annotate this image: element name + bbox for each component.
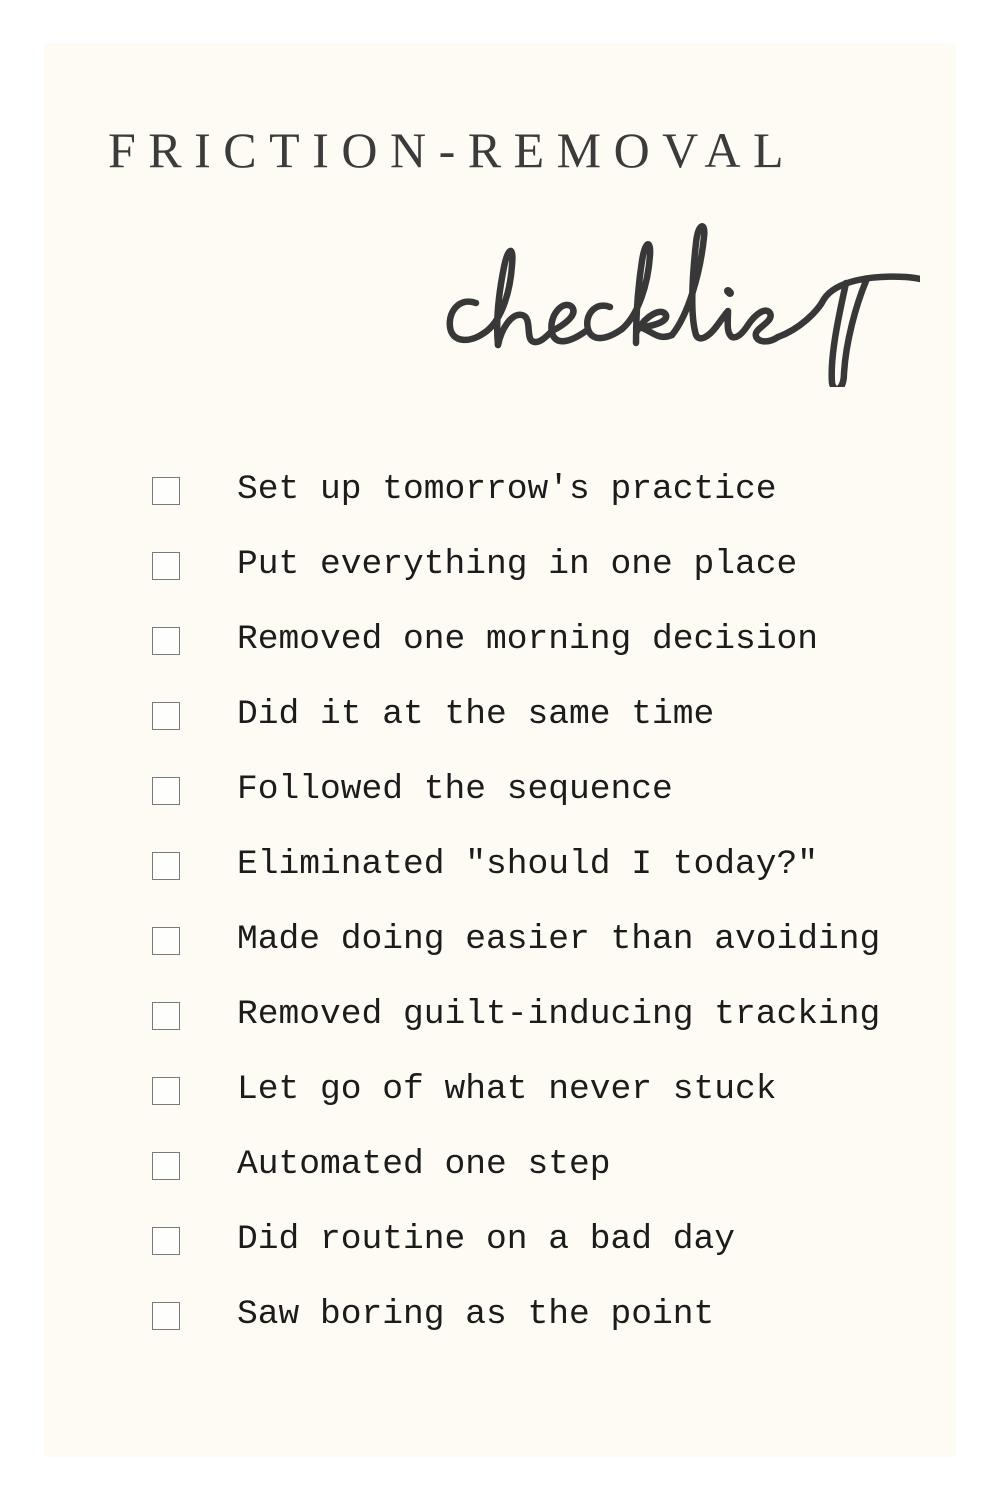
checklist-item[interactable]: [152, 828, 880, 903]
checkbox[interactable]: [152, 1002, 180, 1030]
checklist-item[interactable]: [152, 1053, 880, 1128]
checklist: [152, 453, 880, 1353]
checklist-item-label: Set up tomorrow's practice: [237, 470, 777, 510]
checklist-item[interactable]: [152, 1278, 880, 1353]
checkbox[interactable]: [152, 1152, 180, 1180]
checkbox[interactable]: [152, 1227, 180, 1255]
checklist-item-label: Followed the sequence: [237, 770, 673, 810]
checkbox[interactable]: [152, 477, 180, 505]
checkbox[interactable]: [152, 627, 180, 655]
checklist-card: [44, 43, 956, 1457]
checkbox[interactable]: [152, 702, 180, 730]
checklist-item-label: Made doing easier than avoiding: [237, 920, 881, 960]
checklist-item[interactable]: [152, 978, 880, 1053]
checkbox[interactable]: [152, 552, 180, 580]
checklist-script-subtitle: [440, 215, 920, 387]
checkbox[interactable]: [152, 777, 180, 805]
checklist-item-label: Did it at the same time: [237, 695, 715, 735]
checklist-item[interactable]: [152, 678, 880, 753]
checklist-item[interactable]: [152, 1203, 880, 1278]
checkbox[interactable]: [152, 927, 180, 955]
checklist-item[interactable]: [152, 1128, 880, 1203]
checkbox[interactable]: [152, 1302, 180, 1330]
checklist-item-label: Did routine on a bad day: [237, 1220, 736, 1260]
checklist-item[interactable]: [152, 753, 880, 828]
checklist-item[interactable]: [152, 903, 880, 978]
checklist-item-label: Saw boring as the point: [237, 1295, 715, 1335]
checklist-title: FRICTION-REMOVAL: [108, 122, 796, 178]
checklist-item-label: Eliminated "should I today?": [237, 845, 819, 885]
checklist-item-label: Automated one step: [237, 1145, 611, 1185]
checklist-item-label: Put everything in one place: [237, 545, 798, 585]
checkbox[interactable]: [152, 1077, 180, 1105]
checklist-item[interactable]: [152, 528, 880, 603]
checklist-item[interactable]: [152, 603, 880, 678]
checklist-item-label: Removed guilt-inducing tracking: [237, 995, 881, 1035]
checklist-item[interactable]: [152, 453, 880, 528]
checklist-item-label: Let go of what never stuck: [237, 1070, 777, 1110]
checklist-item-label: Removed one morning decision: [237, 620, 819, 660]
checkbox[interactable]: [152, 852, 180, 880]
